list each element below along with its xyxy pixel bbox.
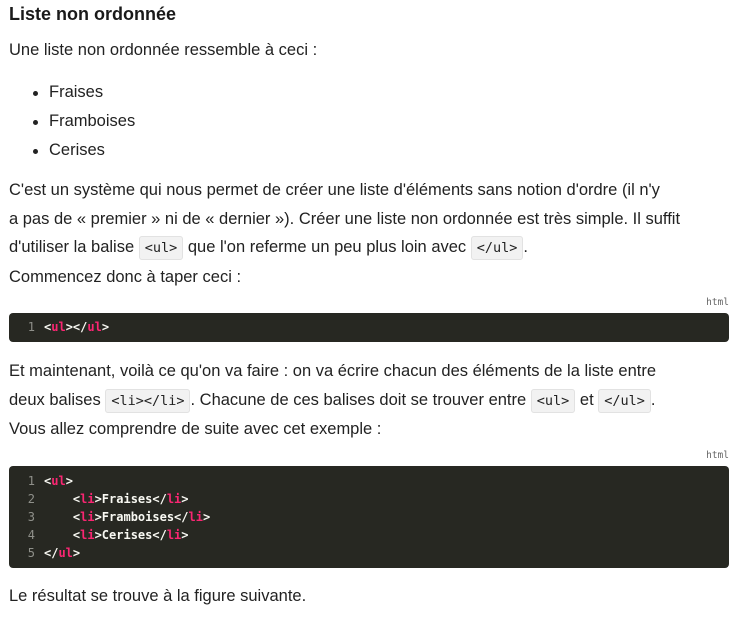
- code-text: >: [72, 546, 81, 560]
- code-text: <: [44, 492, 81, 506]
- text-fragment: et: [579, 390, 594, 409]
- code-text: >Fraises</: [94, 492, 167, 506]
- code-tag-name: ul: [87, 320, 102, 334]
- inline-code-li: <li></li>: [105, 389, 190, 413]
- line-number: 2: [27, 492, 35, 506]
- line-number: 4: [27, 528, 35, 542]
- line-number: 1: [27, 474, 35, 488]
- code-text: >: [65, 474, 73, 488]
- code-text: ></: [65, 320, 88, 334]
- list-item: Fraises: [33, 78, 135, 107]
- text-fragment: .: [523, 238, 528, 256]
- code-text: >: [181, 492, 189, 506]
- code-text: </: [44, 546, 59, 560]
- paragraph-line: Vous allez comprendre de suite avec cet exemple :: [9, 420, 382, 438]
- code-language-label: html: [706, 297, 729, 308]
- code-text: >: [101, 320, 110, 334]
- section-heading: Liste non ordonnée: [9, 4, 177, 24]
- code-tag-name: li: [166, 528, 182, 542]
- list-item: Framboises: [33, 107, 135, 136]
- list-item: Cerises: [33, 136, 135, 165]
- code-tag-name: li: [80, 510, 95, 524]
- text-fragment: deux balises: [9, 390, 101, 409]
- conclusion-paragraph: Le résultat se trouve à la figure suivante.: [9, 587, 307, 605]
- paragraph-line: Commencez donc à taper ceci :: [9, 267, 242, 286]
- code-tag-name: ul: [58, 546, 73, 560]
- inline-code-ul-close: </ul>: [598, 389, 651, 413]
- code-line: [9, 490, 729, 508]
- code-line: [9, 544, 729, 562]
- code-text: <: [44, 510, 81, 524]
- code-tag-name: li: [188, 510, 203, 524]
- line-number: 5: [27, 546, 35, 560]
- text-fragment: . Chacune de ces balises doit se trouver entre: [190, 390, 527, 409]
- intro-paragraph: Une liste non ordonnée ressemble à ceci :: [9, 41, 318, 59]
- code-line: [9, 318, 729, 336]
- code-text: <: [44, 528, 81, 542]
- text-fragment: .: [650, 390, 656, 409]
- code-line: [9, 508, 729, 526]
- code-text: >Framboises</: [94, 510, 189, 524]
- code-text: <: [44, 474, 52, 488]
- inline-code-ul-close: </ul>: [471, 236, 524, 260]
- code-line: [9, 472, 729, 490]
- paragraph-line: a pas de « premier » ni de « dernier »). Créer une liste non ordonnée est très simple. Il suffit: [9, 209, 681, 228]
- code-text: >Cerises</: [94, 528, 167, 542]
- code-text: <: [44, 320, 52, 334]
- code-tag-name: ul: [51, 474, 66, 488]
- paragraph-line: [9, 233, 730, 263]
- inline-code-ul: <ul>: [531, 389, 576, 413]
- fruit-list: [9, 78, 135, 165]
- code-tag-name: li: [80, 492, 95, 506]
- instruction-paragraph: [9, 357, 730, 444]
- code-block: [9, 466, 729, 568]
- line-number: 3: [27, 510, 35, 524]
- code-tag-name: li: [166, 492, 182, 506]
- code-text: >: [181, 528, 189, 542]
- text-fragment: que l'on referme un peu plus loin avec: [187, 238, 467, 256]
- code-block: [9, 313, 729, 342]
- explanation-paragraph: [9, 176, 730, 291]
- text-fragment: d'utiliser la balise: [9, 238, 135, 256]
- line-number: 1: [27, 320, 35, 334]
- inline-code-ul: <ul>: [139, 236, 184, 260]
- paragraph-line: C'est un système qui nous permet de créer une liste d'éléments sans notion d'ordre (il n'y: [9, 181, 660, 199]
- code-tag-name: ul: [51, 320, 66, 334]
- paragraph-line: [9, 386, 730, 416]
- code-text: >: [202, 510, 211, 524]
- code-language-label: html: [706, 450, 729, 461]
- code-tag-name: li: [80, 528, 95, 542]
- code-line: [9, 526, 729, 544]
- paragraph-line: Et maintenant, voilà ce qu'on va faire : on va écrire chacun des éléments de la liste entre: [9, 362, 657, 380]
